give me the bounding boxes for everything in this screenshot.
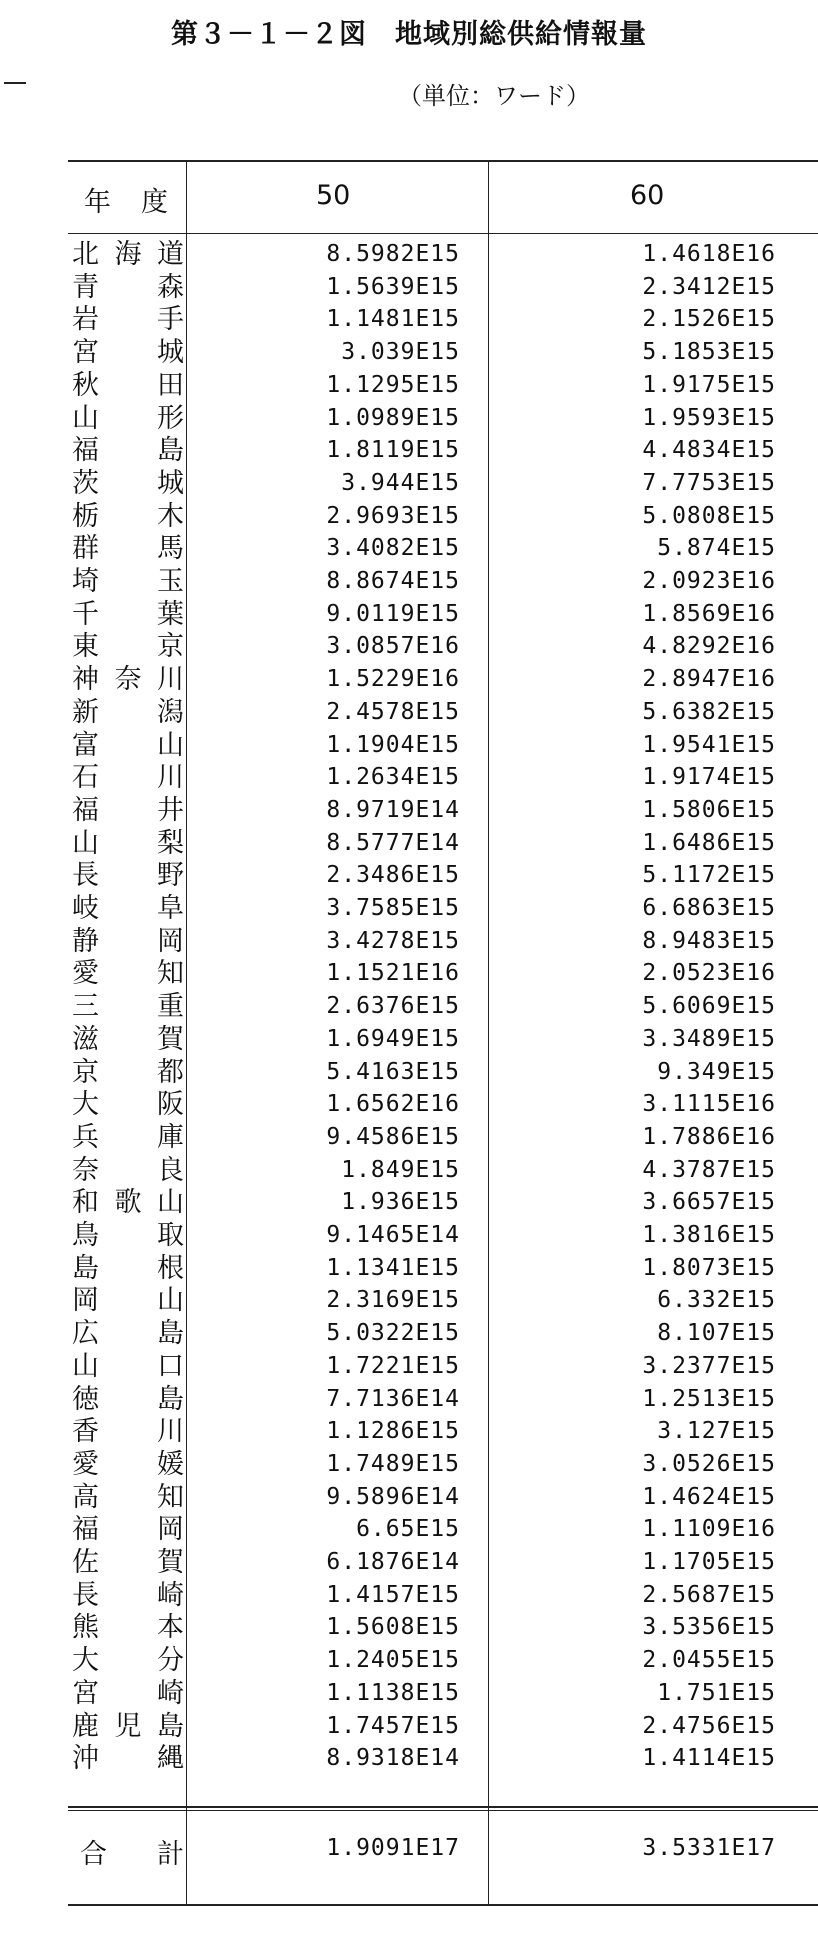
- value-50: 2.3169E15: [326, 1287, 460, 1314]
- value-60: 3.1115E16: [642, 1091, 776, 1118]
- value-50: 1.1904E15: [326, 731, 460, 758]
- value-60: 4.3787E15: [642, 1156, 776, 1183]
- value-50: 3.4082E15: [326, 535, 460, 562]
- total-value-60: 3.5331E17: [642, 1835, 776, 1861]
- prefecture-name: 山 形: [72, 402, 184, 434]
- value-60: 5.874E15: [657, 535, 776, 562]
- prefecture-name: 兵 庫: [72, 1121, 184, 1153]
- prefecture-name: 大 分: [72, 1645, 184, 1677]
- value-60: 1.2513E15: [642, 1385, 776, 1412]
- value-50: 1.4157E15: [326, 1581, 460, 1608]
- prefecture-name: 茨 城: [72, 467, 184, 499]
- value-50: 1.1481E15: [326, 306, 460, 333]
- value-60: 3.127E15: [657, 1418, 776, 1445]
- value-50: 2.4578E15: [326, 698, 460, 725]
- value-60: 1.4618E16: [642, 241, 776, 267]
- value-60: 6.6863E15: [642, 895, 776, 921]
- value-60: 2.5687E15: [642, 1581, 776, 1608]
- prefecture-name: 鳥 取: [72, 1220, 184, 1251]
- unit-note: （単位：ワード）: [398, 82, 590, 110]
- value-50: 1.2405E15: [326, 1647, 460, 1674]
- prefecture-name: 富 山: [72, 729, 184, 761]
- prefecture-name: 京 都: [72, 1056, 184, 1088]
- value-50: 5.4163E15: [326, 1058, 460, 1085]
- value-60: 3.3489E15: [642, 1025, 776, 1052]
- value-50: 8.5777E14: [326, 829, 460, 856]
- value-60: 1.8569E16: [642, 600, 776, 627]
- value-50: 8.8674E15: [326, 568, 460, 594]
- value-60: 1.1705E15: [642, 1549, 776, 1575]
- value-50: 1.8119E15: [326, 437, 460, 464]
- prefecture-name: 秋 田: [72, 369, 184, 401]
- value-60: 9.349E15: [657, 1058, 776, 1085]
- value-60: 1.9174E15: [642, 764, 776, 791]
- value-50: 1.6949E15: [326, 1025, 460, 1052]
- value-60: 8.9483E15: [642, 927, 776, 954]
- prefecture-name: 愛 知: [72, 958, 184, 990]
- value-60: 1.5806E15: [642, 796, 776, 823]
- value-50: 1.1521E16: [326, 960, 460, 987]
- value-50: 1.1286E15: [326, 1418, 460, 1445]
- value-50: 3.4278E15: [326, 927, 460, 954]
- prefecture-name: 静 岡: [72, 925, 184, 957]
- total-label: 合 計: [80, 1839, 184, 1870]
- value-50: 3.0857E16: [326, 633, 460, 660]
- value-50: 8.9719E14: [326, 796, 460, 823]
- header-col-50: 50: [316, 180, 351, 211]
- value-50: 1.6562E16: [326, 1091, 460, 1118]
- value-60: 1.9593E15: [642, 404, 776, 431]
- value-50: 8.5982E15: [326, 241, 460, 267]
- header-rule: [68, 233, 818, 234]
- prefecture-name: 福 島: [72, 435, 184, 467]
- prefecture-name: 佐 賀: [72, 1547, 184, 1578]
- value-50: 1.7457E15: [326, 1712, 460, 1739]
- value-60: 1.4624E15: [642, 1483, 776, 1510]
- value-50: 3.944E15: [341, 469, 460, 496]
- prefecture-name: 広 島: [72, 1318, 184, 1350]
- prefecture-name: 新 潟: [72, 696, 184, 728]
- value-50: 1.7489E15: [326, 1450, 460, 1477]
- value-50: 9.5896E14: [326, 1483, 460, 1510]
- value-60: 5.0808E15: [642, 502, 776, 529]
- prefecture-name: 山 梨: [72, 827, 184, 859]
- value-60: 1.1109E16: [642, 1516, 776, 1543]
- value-50: 2.3486E15: [326, 862, 460, 889]
- value-50: 1.5229E16: [326, 666, 460, 693]
- value-50: 9.4586E15: [326, 1123, 460, 1150]
- value-50: 3.7585E15: [326, 895, 460, 921]
- table-top-rule: [68, 160, 818, 162]
- prefecture-name: 千 葉: [72, 598, 184, 630]
- prefecture-name: 長 野: [72, 860, 184, 892]
- value-50: 1.936E15: [341, 1189, 460, 1216]
- prefecture-name: 石 川: [72, 762, 184, 794]
- prefecture-name: 香 川: [72, 1416, 184, 1448]
- value-60: 3.6657E15: [642, 1189, 776, 1216]
- value-60: 1.4114E15: [642, 1745, 776, 1772]
- value-60: 3.5356E15: [642, 1614, 776, 1641]
- value-50: 2.9693E15: [326, 502, 460, 529]
- value-60: 5.1172E15: [642, 862, 776, 889]
- prefecture-name: 和 歌 山: [72, 1187, 184, 1219]
- prefecture-name: 神 奈 川: [72, 664, 184, 696]
- value-50: 1.1341E15: [326, 1254, 460, 1281]
- total-rule: [68, 1806, 818, 1808]
- value-50: 6.1876E14: [326, 1549, 460, 1575]
- prefecture-name: 岐 阜: [72, 893, 184, 924]
- header-year-label: 年度: [84, 187, 198, 218]
- value-60: 1.9541E15: [642, 731, 776, 758]
- prefecture-name: 宮 城: [72, 337, 184, 369]
- value-60: 2.0455E15: [642, 1647, 776, 1674]
- prefecture-name: 栃 木: [72, 500, 184, 532]
- value-50: 1.5639E15: [326, 273, 460, 300]
- header-col-60: 60: [630, 180, 665, 211]
- prefecture-name: 奈 良: [72, 1154, 184, 1186]
- value-60: 1.751E15: [657, 1679, 776, 1706]
- prefecture-name: 島 根: [72, 1252, 184, 1284]
- value-60: 8.107E15: [657, 1320, 776, 1347]
- value-50: 3.039E15: [341, 339, 460, 366]
- value-60: 3.0526E15: [642, 1450, 776, 1477]
- prefecture-name: 岡 山: [72, 1285, 184, 1317]
- value-50: 9.0119E15: [326, 600, 460, 627]
- total-rule-inner: [68, 1810, 818, 1811]
- prefecture-name: 北 海 道: [72, 239, 184, 270]
- value-50: 6.65E15: [356, 1516, 460, 1543]
- value-50: 9.1465E14: [326, 1222, 460, 1248]
- value-60: 5.6382E15: [642, 698, 776, 725]
- value-60: 1.7886E16: [642, 1123, 776, 1150]
- prefecture-name: 鹿 児 島: [72, 1710, 184, 1742]
- prefecture-name: 愛 媛: [72, 1448, 184, 1480]
- prefecture-name: 岩 手: [72, 304, 184, 336]
- prefecture-name: 埼 玉: [72, 566, 184, 597]
- value-60: 2.1526E15: [642, 306, 776, 333]
- table-bottom-rule: [68, 1904, 818, 1906]
- value-60: 1.9175E15: [642, 371, 776, 398]
- prefecture-name: 福 井: [72, 794, 184, 826]
- prefecture-name: 熊 本: [72, 1612, 184, 1644]
- value-60: 2.8947E16: [642, 666, 776, 693]
- prefecture-name: 高 知: [72, 1481, 184, 1513]
- total-value-50: 1.9091E17: [326, 1835, 460, 1861]
- value-50: 8.9318E14: [326, 1745, 460, 1772]
- value-60: 2.0923E16: [642, 568, 776, 594]
- prefecture-name: 群 馬: [72, 533, 184, 565]
- value-50: 1.7221E15: [326, 1352, 460, 1379]
- value-60: 5.6069E15: [642, 993, 776, 1020]
- prefecture-name: 青 森: [72, 271, 184, 303]
- value-50: 2.6376E15: [326, 993, 460, 1020]
- value-60: 3.2377E15: [642, 1352, 776, 1379]
- value-60: 2.4756E15: [642, 1712, 776, 1739]
- value-50: 1.1295E15: [326, 371, 460, 398]
- value-60: 1.3816E15: [642, 1222, 776, 1248]
- value-50: 7.7136E14: [326, 1385, 460, 1412]
- value-50: 1.0989E15: [326, 404, 460, 431]
- prefecture-name: 宮 崎: [72, 1677, 184, 1709]
- prefecture-name: 福 岡: [72, 1514, 184, 1546]
- value-60: 1.8073E15: [642, 1254, 776, 1281]
- margin-dash: [4, 82, 26, 84]
- column-divider-1: [186, 161, 187, 1905]
- prefecture-name: 沖 縄: [72, 1743, 184, 1775]
- prefecture-name: 大 阪: [72, 1089, 184, 1121]
- value-60: 2.3412E15: [642, 273, 776, 300]
- value-60: 6.332E15: [657, 1287, 776, 1314]
- value-50: 1.849E15: [341, 1156, 460, 1183]
- prefecture-name: 東 京: [72, 631, 184, 663]
- prefecture-name: 長 崎: [72, 1579, 184, 1611]
- value-60: 4.4834E15: [642, 437, 776, 464]
- prefecture-name: 山 口: [72, 1350, 184, 1382]
- value-60: 2.0523E16: [642, 960, 776, 987]
- page-title: 第３－１－２図 地域別総供給情報量: [171, 19, 647, 50]
- value-60: 4.8292E16: [642, 633, 776, 660]
- prefecture-name: 徳 島: [72, 1383, 184, 1415]
- value-50: 1.1138E15: [326, 1679, 460, 1706]
- value-60: 7.7753E15: [642, 469, 776, 496]
- value-60: 5.1853E15: [642, 339, 776, 366]
- value-50: 5.0322E15: [326, 1320, 460, 1347]
- value-50: 1.2634E15: [326, 764, 460, 791]
- value-60: 1.6486E15: [642, 829, 776, 856]
- value-50: 1.5608E15: [326, 1614, 460, 1641]
- prefecture-name: 三 重: [72, 991, 184, 1023]
- column-divider-2: [488, 161, 489, 1905]
- prefecture-name: 滋 賀: [72, 1023, 184, 1055]
